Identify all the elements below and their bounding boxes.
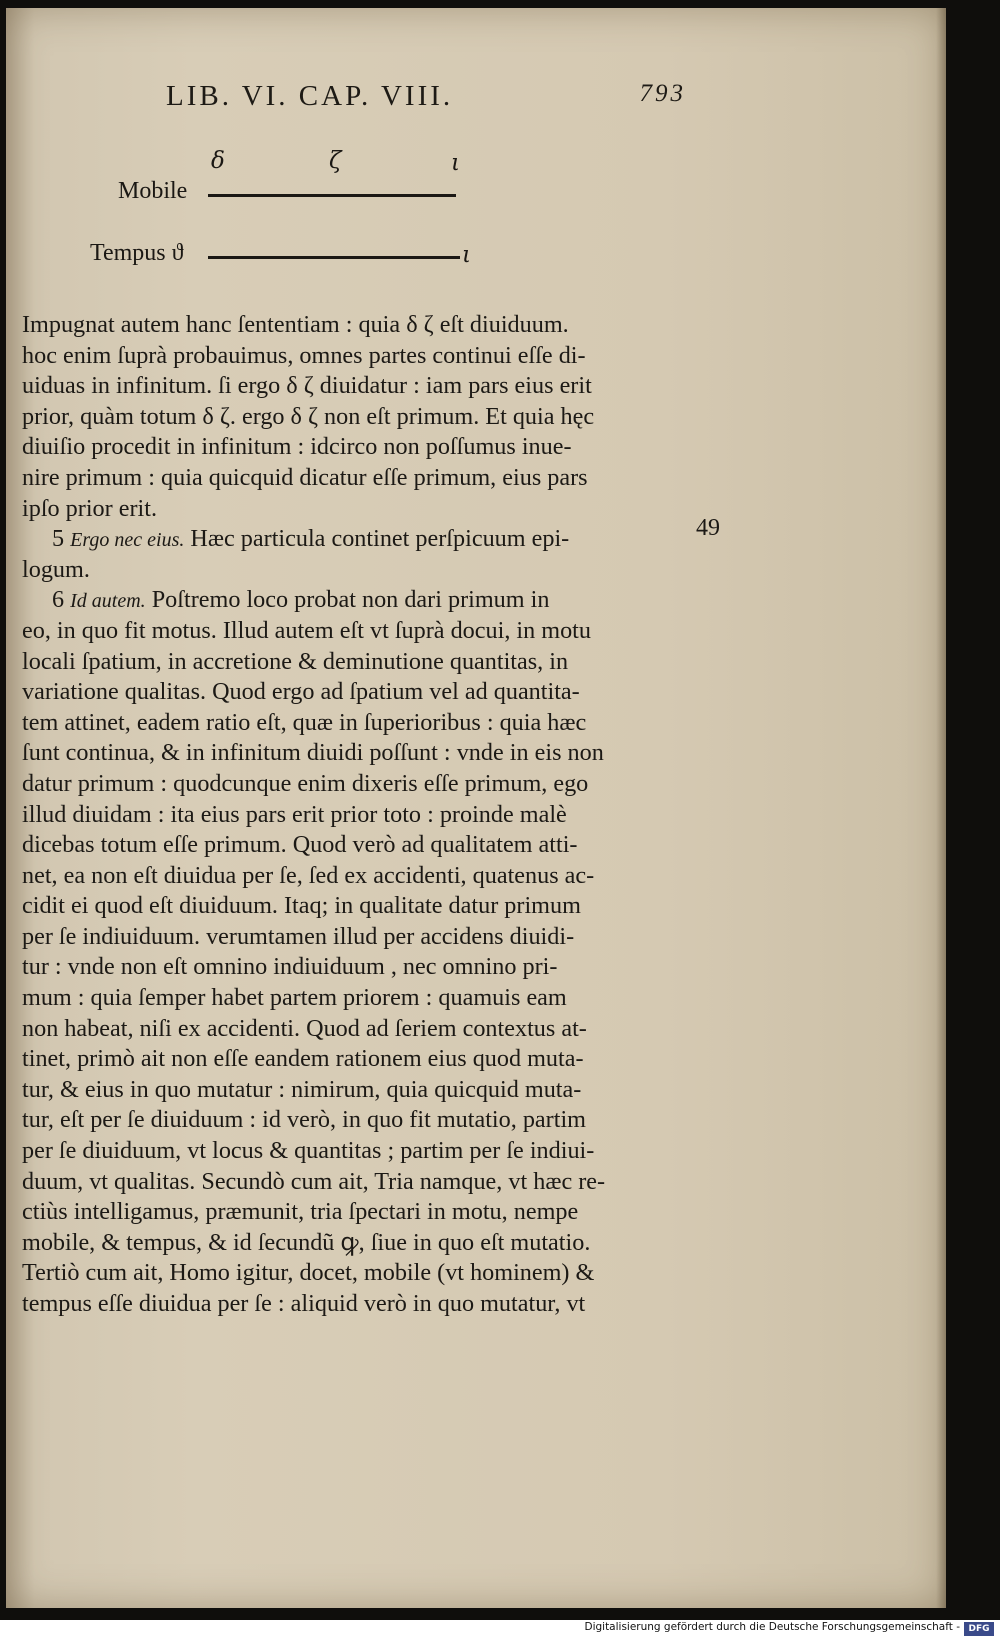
text-line — [22, 494, 682, 525]
running-head-title: LIB. VI. CAP. VIII. — [166, 80, 454, 112]
line-text: mobile, & tempus, & id ſecundũ ꝙ, ſiue in quo eſt mutatio. — [22, 1228, 591, 1256]
line-text: cidit ei quod eſt diuiduum. Itaq; in qualitate datur primum — [22, 892, 581, 920]
line-text: mum : quia ſemper habet partem priorem : quamuis eam — [22, 984, 567, 1012]
diagram-tempus-line — [208, 256, 460, 259]
text-line — [22, 1136, 682, 1167]
line-text: ſunt continua, & in infinitum diuidi poſſunt : vnde in eis non — [22, 739, 604, 767]
text-line — [22, 341, 682, 372]
footer-credit: Digitalisierung gefördert durch die Deutsche Forschungsgemeinschaft - — [584, 1621, 960, 1633]
text-line — [22, 1044, 682, 1075]
line-text: eo, in quo fit motus. Illud autem eſt vt ſuprà docui, in motu — [22, 616, 591, 644]
line-text: logum. — [22, 555, 90, 583]
diagram-mark-iota-top: ι — [451, 150, 461, 176]
line-text: per ſe diuiduum, vt locus & quantitas ; partim per ſe indiui- — [22, 1137, 595, 1165]
line-text: hoc enim ſuprà probauimus, omnes partes continui eſſe di- — [22, 341, 586, 369]
line-text: non habeat, niſi ex accidenti. Quod ad ſeriem contextus at- — [22, 1014, 587, 1042]
line-text: duum, vt qualitas. Secundò cum ait, Tria namque, vt hæc re- — [22, 1167, 606, 1195]
text-line — [22, 769, 682, 800]
line-text: illud diuidam : ita eius pars erit prior toto : proinde malè — [22, 800, 567, 828]
book-page — [6, 8, 946, 1608]
text-line — [22, 891, 682, 922]
line-text: nire primum : quia quicquid dicatur eſſe primum, eius pars — [22, 463, 588, 491]
text-line — [22, 1228, 682, 1259]
lemma: Id autem. — [70, 590, 146, 613]
page-number: 793 — [639, 80, 686, 107]
text-line — [22, 371, 682, 402]
commentary-text — [22, 310, 682, 1320]
line-text: Tertiò cum ait, Homo igitur, docet, mobile (vt hominem) & — [22, 1259, 595, 1287]
text-line — [22, 861, 682, 892]
diagram-mark-iota-bottom: ι — [462, 242, 472, 268]
line-text: Poſtremo loco probat non dari primum in — [145, 586, 550, 614]
diagram-mark-delta: δ — [211, 148, 225, 174]
line-text: diuiſio procedit in infinitum : idcirco non poſſumus inue- — [22, 433, 572, 461]
footer-bar — [0, 1620, 1000, 1638]
line-text: tur, eſt per ſe diuiduum : id verò, in quo fit mutatio, partim — [22, 1106, 586, 1134]
lemma: Ergo nec eius. — [70, 529, 185, 552]
line-text: tinet, primò ait non eſſe eandem rationem eius quod muta- — [22, 1045, 584, 1073]
text-line — [22, 432, 682, 463]
diagram-mobile-line — [208, 194, 456, 197]
text-line — [22, 800, 682, 831]
text-line — [22, 402, 682, 433]
text-line — [22, 1258, 682, 1289]
text-line — [22, 983, 682, 1014]
line-text: net, ea non eſt diuidua per ſe, ſed ex accidenti, quatenus ac- — [22, 861, 595, 889]
line-text: tur, & eius in quo mutatur : nimirum, quia quicquid muta- — [22, 1075, 582, 1103]
line-text: per ſe indiuiduum. verumtamen illud per accidens diuidi- — [22, 922, 575, 950]
text-line — [22, 738, 682, 769]
text-line — [22, 1014, 682, 1045]
line-text: variatione qualitas. Quod ergo ad ſpatium vel ad quantita- — [22, 678, 580, 706]
line-text: prior, quàm totum δ ζ. ergo δ ζ non eſt primum. Et quia hęc — [22, 402, 595, 430]
line-text: Impugnat autem hanc ſententiam : quia δ ζ eſt diuiduum. — [22, 311, 569, 338]
line-text: datur primum : quodcunque enim dixeris eſſe primum, ego — [22, 769, 589, 797]
line-text: uiduas in infinitum. ſi ergo δ ζ diuidatur : iam pars eius erit — [22, 372, 592, 400]
text-line — [22, 830, 682, 861]
line-text: tur : vnde non eſt omnino indiuiduum , nec omnino pri- — [22, 953, 558, 981]
text-line — [22, 555, 682, 586]
text-line — [22, 647, 682, 678]
text-line — [22, 677, 682, 708]
running-head — [166, 80, 686, 116]
line-text: tempus eſſe diuidua per ſe : aliquid verò in quo mutatur, vt — [22, 1290, 586, 1317]
text-line — [22, 922, 682, 953]
diagram-mark-zeta: ζ — [329, 148, 342, 174]
section-number: 5 — [52, 525, 65, 553]
diagram-mobile-label: Mobile — [118, 178, 188, 204]
text-line — [22, 1289, 682, 1320]
text-line — [22, 1105, 682, 1136]
line-text: dicebas totum eſſe primum. Quod verò ad qualitatem atti- — [22, 831, 578, 859]
line-text: ipſo prior erit. — [22, 494, 158, 522]
motion-diagram — [86, 148, 516, 288]
text-line — [22, 585, 682, 616]
text-line — [22, 1197, 682, 1228]
section-number: 6 — [52, 586, 65, 614]
page-edge-shadow — [936, 8, 946, 1608]
line-text: ctiùs intelligamus, præmunit, tria ſpectari in motu, nempe — [22, 1198, 579, 1226]
text-line — [22, 616, 682, 647]
text-line — [22, 708, 682, 739]
line-text: Hæc particula continet perſpicuum epi- — [184, 525, 570, 553]
text-line — [22, 524, 682, 555]
diagram-tempus-label: Tempus ϑ — [90, 240, 184, 266]
margin-number: 49 — [696, 515, 720, 541]
text-line — [22, 1075, 682, 1106]
text-line — [22, 952, 682, 983]
text-line — [22, 310, 682, 341]
dfg-logo: DFG — [964, 1622, 994, 1636]
text-line — [22, 463, 682, 494]
line-text: locali ſpatium, in accretione & deminutione quantitas, in — [22, 647, 569, 675]
text-line — [22, 1167, 682, 1198]
line-text: tem attinet, eadem ratio eſt, quæ in ſuperioribus : quia hæc — [22, 708, 587, 736]
